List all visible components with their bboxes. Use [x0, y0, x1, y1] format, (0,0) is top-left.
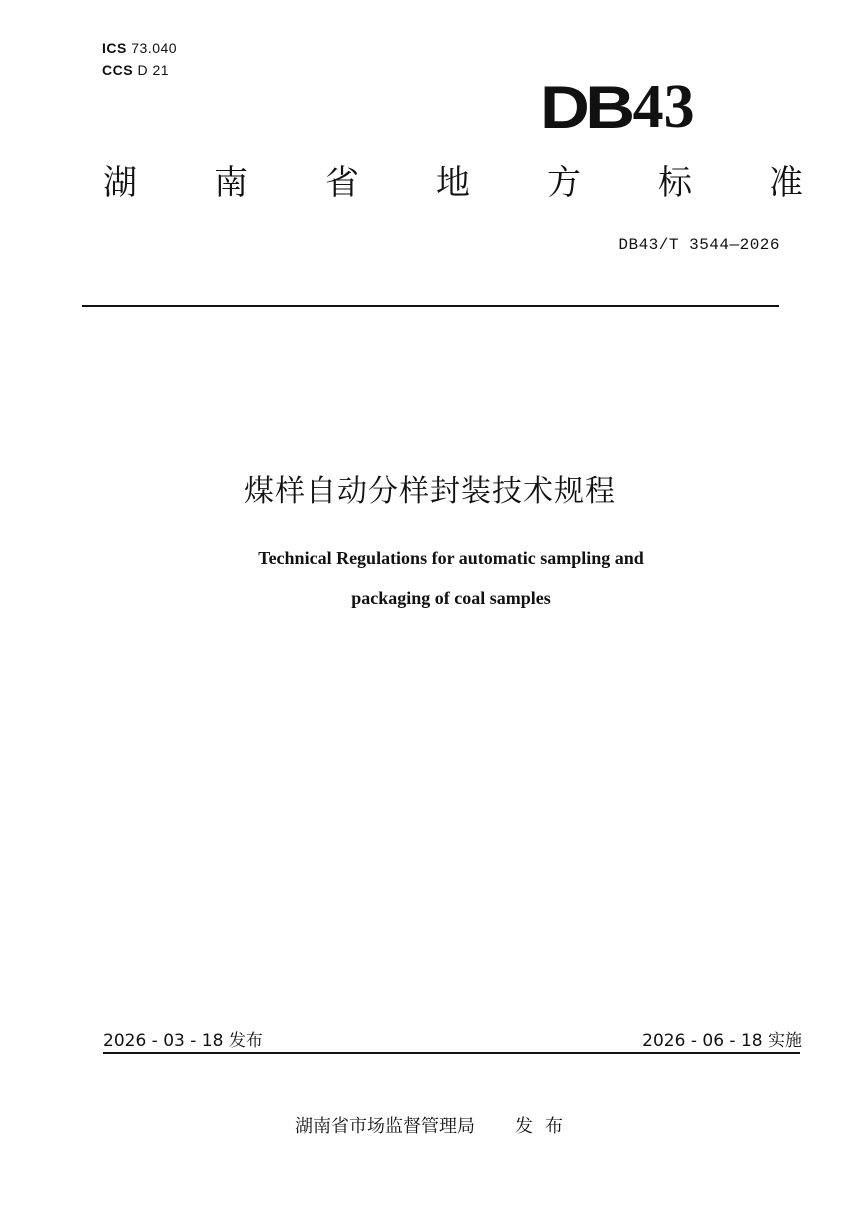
english-title-line-2: packaging of coal samples [351, 588, 551, 608]
ccs-value: D 21 [137, 62, 170, 78]
publisher-line [295, 1112, 575, 1138]
db-logo-number: 43 [632, 73, 695, 141]
ics-value: 73.040 [131, 40, 178, 56]
top-divider [82, 305, 779, 307]
publisher-name: 湖南省市场监督管理局 [295, 1116, 475, 1137]
ccs-code [102, 62, 169, 78]
standard-kind-char: 省 [325, 163, 359, 203]
db-logo-letters: DB [540, 74, 631, 141]
standard-kind-heading [103, 160, 803, 206]
standard-kind-char: 湖 [103, 163, 137, 203]
standard-kind-char: 方 [547, 163, 581, 203]
db43-logo [540, 73, 740, 141]
ics-label: ICS [102, 40, 127, 56]
implementation-date: 2026 - 06 - 18 实施 [642, 1031, 802, 1051]
issue-date: 2026 - 03 - 18 发布 [103, 1031, 263, 1051]
english-title-line-1: Technical Regulations for automatic sampling and [258, 548, 644, 568]
english-title [0, 538, 860, 618]
standard-kind-char: 南 [214, 163, 248, 203]
standard-kind-char: 准 [769, 163, 803, 203]
bottom-divider [103, 1052, 800, 1054]
standard-number: DB43/T 3544—2026 [618, 236, 780, 254]
publish-action: 发布 [515, 1116, 575, 1137]
ccs-label: CCS [102, 62, 134, 78]
standard-kind-char: 标 [658, 163, 692, 203]
chinese-title: 煤样自动分样封装技术规程 [244, 474, 616, 509]
ics-code [102, 40, 177, 56]
standard-kind-char: 地 [436, 163, 470, 203]
